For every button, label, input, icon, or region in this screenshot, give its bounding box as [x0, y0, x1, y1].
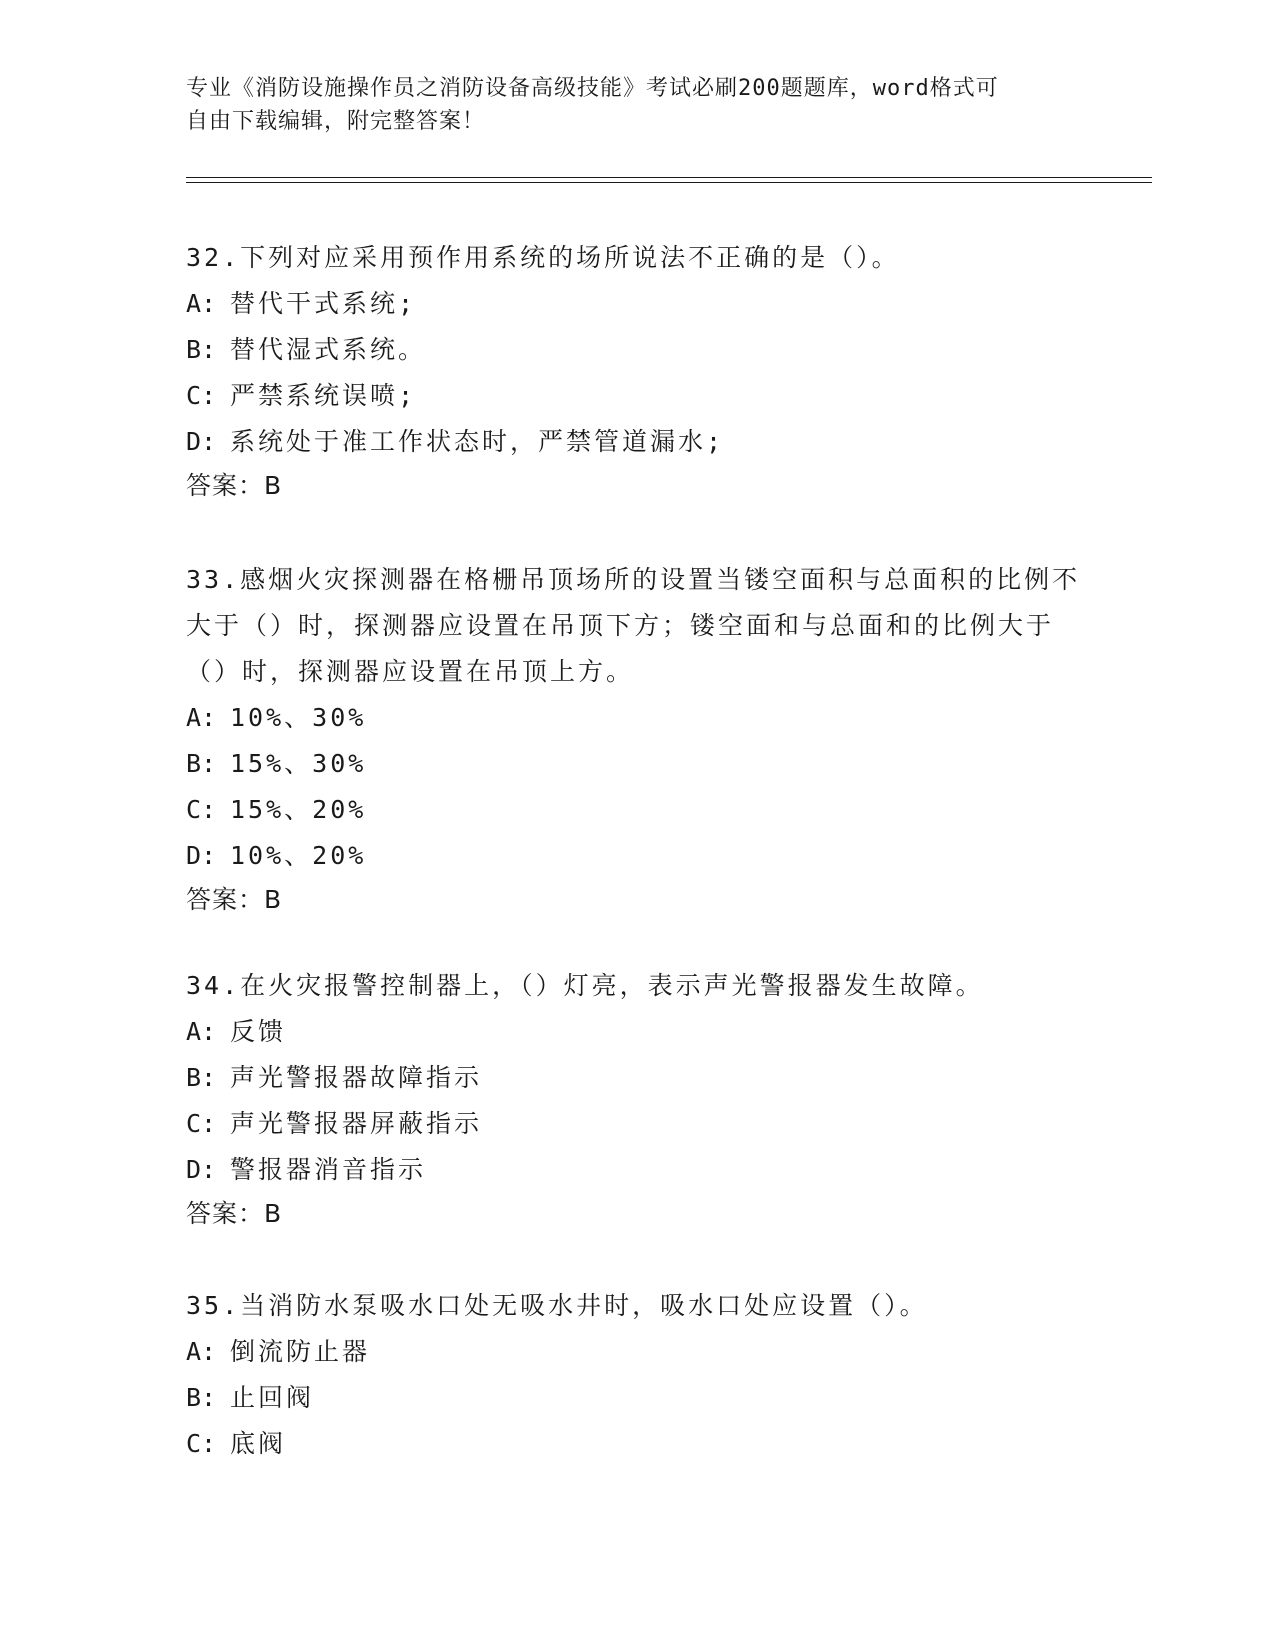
answer-label: 答案：B [186, 471, 283, 500]
document-header [186, 72, 1066, 138]
option-a [186, 281, 1086, 327]
question-32 [186, 235, 1086, 509]
option-a [186, 1329, 1086, 1375]
option-key: C: [186, 795, 217, 824]
option-text: 底阀 [230, 1429, 287, 1458]
option-text: 反馈 [230, 1017, 287, 1046]
option-key: A: [186, 703, 217, 732]
option-key: A: [186, 1017, 217, 1046]
option-text: 替代干式系统; [230, 289, 417, 318]
header-divider-bottom [186, 182, 1152, 183]
question-33 [186, 557, 1086, 923]
option-text: 10%、30% [230, 703, 367, 732]
option-text: 替代湿式系统。 [230, 335, 427, 364]
option-b [186, 741, 1086, 787]
option-key: D: [186, 1155, 217, 1184]
option-b [186, 1055, 1086, 1101]
option-text: 严禁系统误喷; [230, 381, 417, 410]
option-c [186, 1101, 1086, 1147]
option-c [186, 1421, 1086, 1467]
option-key: C: [186, 381, 217, 410]
option-c [186, 373, 1086, 419]
option-a [186, 1009, 1086, 1055]
option-text: 10%、20% [230, 841, 367, 870]
header-line-2: 自由下载编辑，附完整答案！ [186, 109, 486, 134]
option-text: 止回阀 [230, 1383, 315, 1412]
question-stem: 33.感烟火灾探测器在格栅吊顶场所的设置当镂空面积与总面积的比例不大于（）时，探测器应设置在吊顶下方；镂空面和与总面和的比例大于（）时，探测器应设置在吊顶上方。 [186, 565, 1081, 686]
question-stem: 34.在火灾报警控制器上，（）灯亮，表示声光警报器发生故障。 [186, 971, 984, 1000]
option-text: 警报器消音指示 [230, 1155, 427, 1184]
option-key: B: [186, 749, 217, 778]
question-stem: 35.当消防水泵吸水口处无吸水井时，吸水口处应设置（）。 [186, 1291, 928, 1320]
option-text: 系统处于准工作状态时，严禁管道漏水; [230, 427, 725, 456]
option-text: 15%、20% [230, 795, 367, 824]
option-key: B: [186, 1063, 217, 1092]
option-text: 声光警报器故障指示 [230, 1063, 483, 1092]
answer-label: 答案：B [186, 885, 283, 914]
option-b [186, 1375, 1086, 1421]
option-d [186, 1147, 1086, 1193]
question-34 [186, 963, 1086, 1237]
option-key: A: [186, 1337, 217, 1366]
option-key: D: [186, 427, 217, 456]
question-35 [186, 1283, 1086, 1467]
option-key: B: [186, 1383, 217, 1412]
answer-label: 答案：B [186, 1199, 283, 1228]
option-b [186, 327, 1086, 373]
header-line-1: 专业《消防设施操作员之消防设备高级技能》考试必刷200题题库，word格式可 [186, 76, 999, 101]
option-d [186, 833, 1086, 879]
option-text: 15%、30% [230, 749, 367, 778]
option-key: C: [186, 1109, 217, 1138]
header-divider-top [186, 177, 1152, 178]
option-a [186, 695, 1086, 741]
question-stem: 32.下列对应采用预作用系统的场所说法不正确的是（）。 [186, 243, 900, 272]
option-key: A: [186, 289, 217, 318]
option-key: C: [186, 1429, 217, 1458]
option-key: D: [186, 841, 217, 870]
option-d [186, 419, 1086, 465]
option-key: B: [186, 335, 217, 364]
option-c [186, 787, 1086, 833]
option-text: 倒流防止器 [230, 1337, 371, 1366]
option-text: 声光警报器屏蔽指示 [230, 1109, 483, 1138]
